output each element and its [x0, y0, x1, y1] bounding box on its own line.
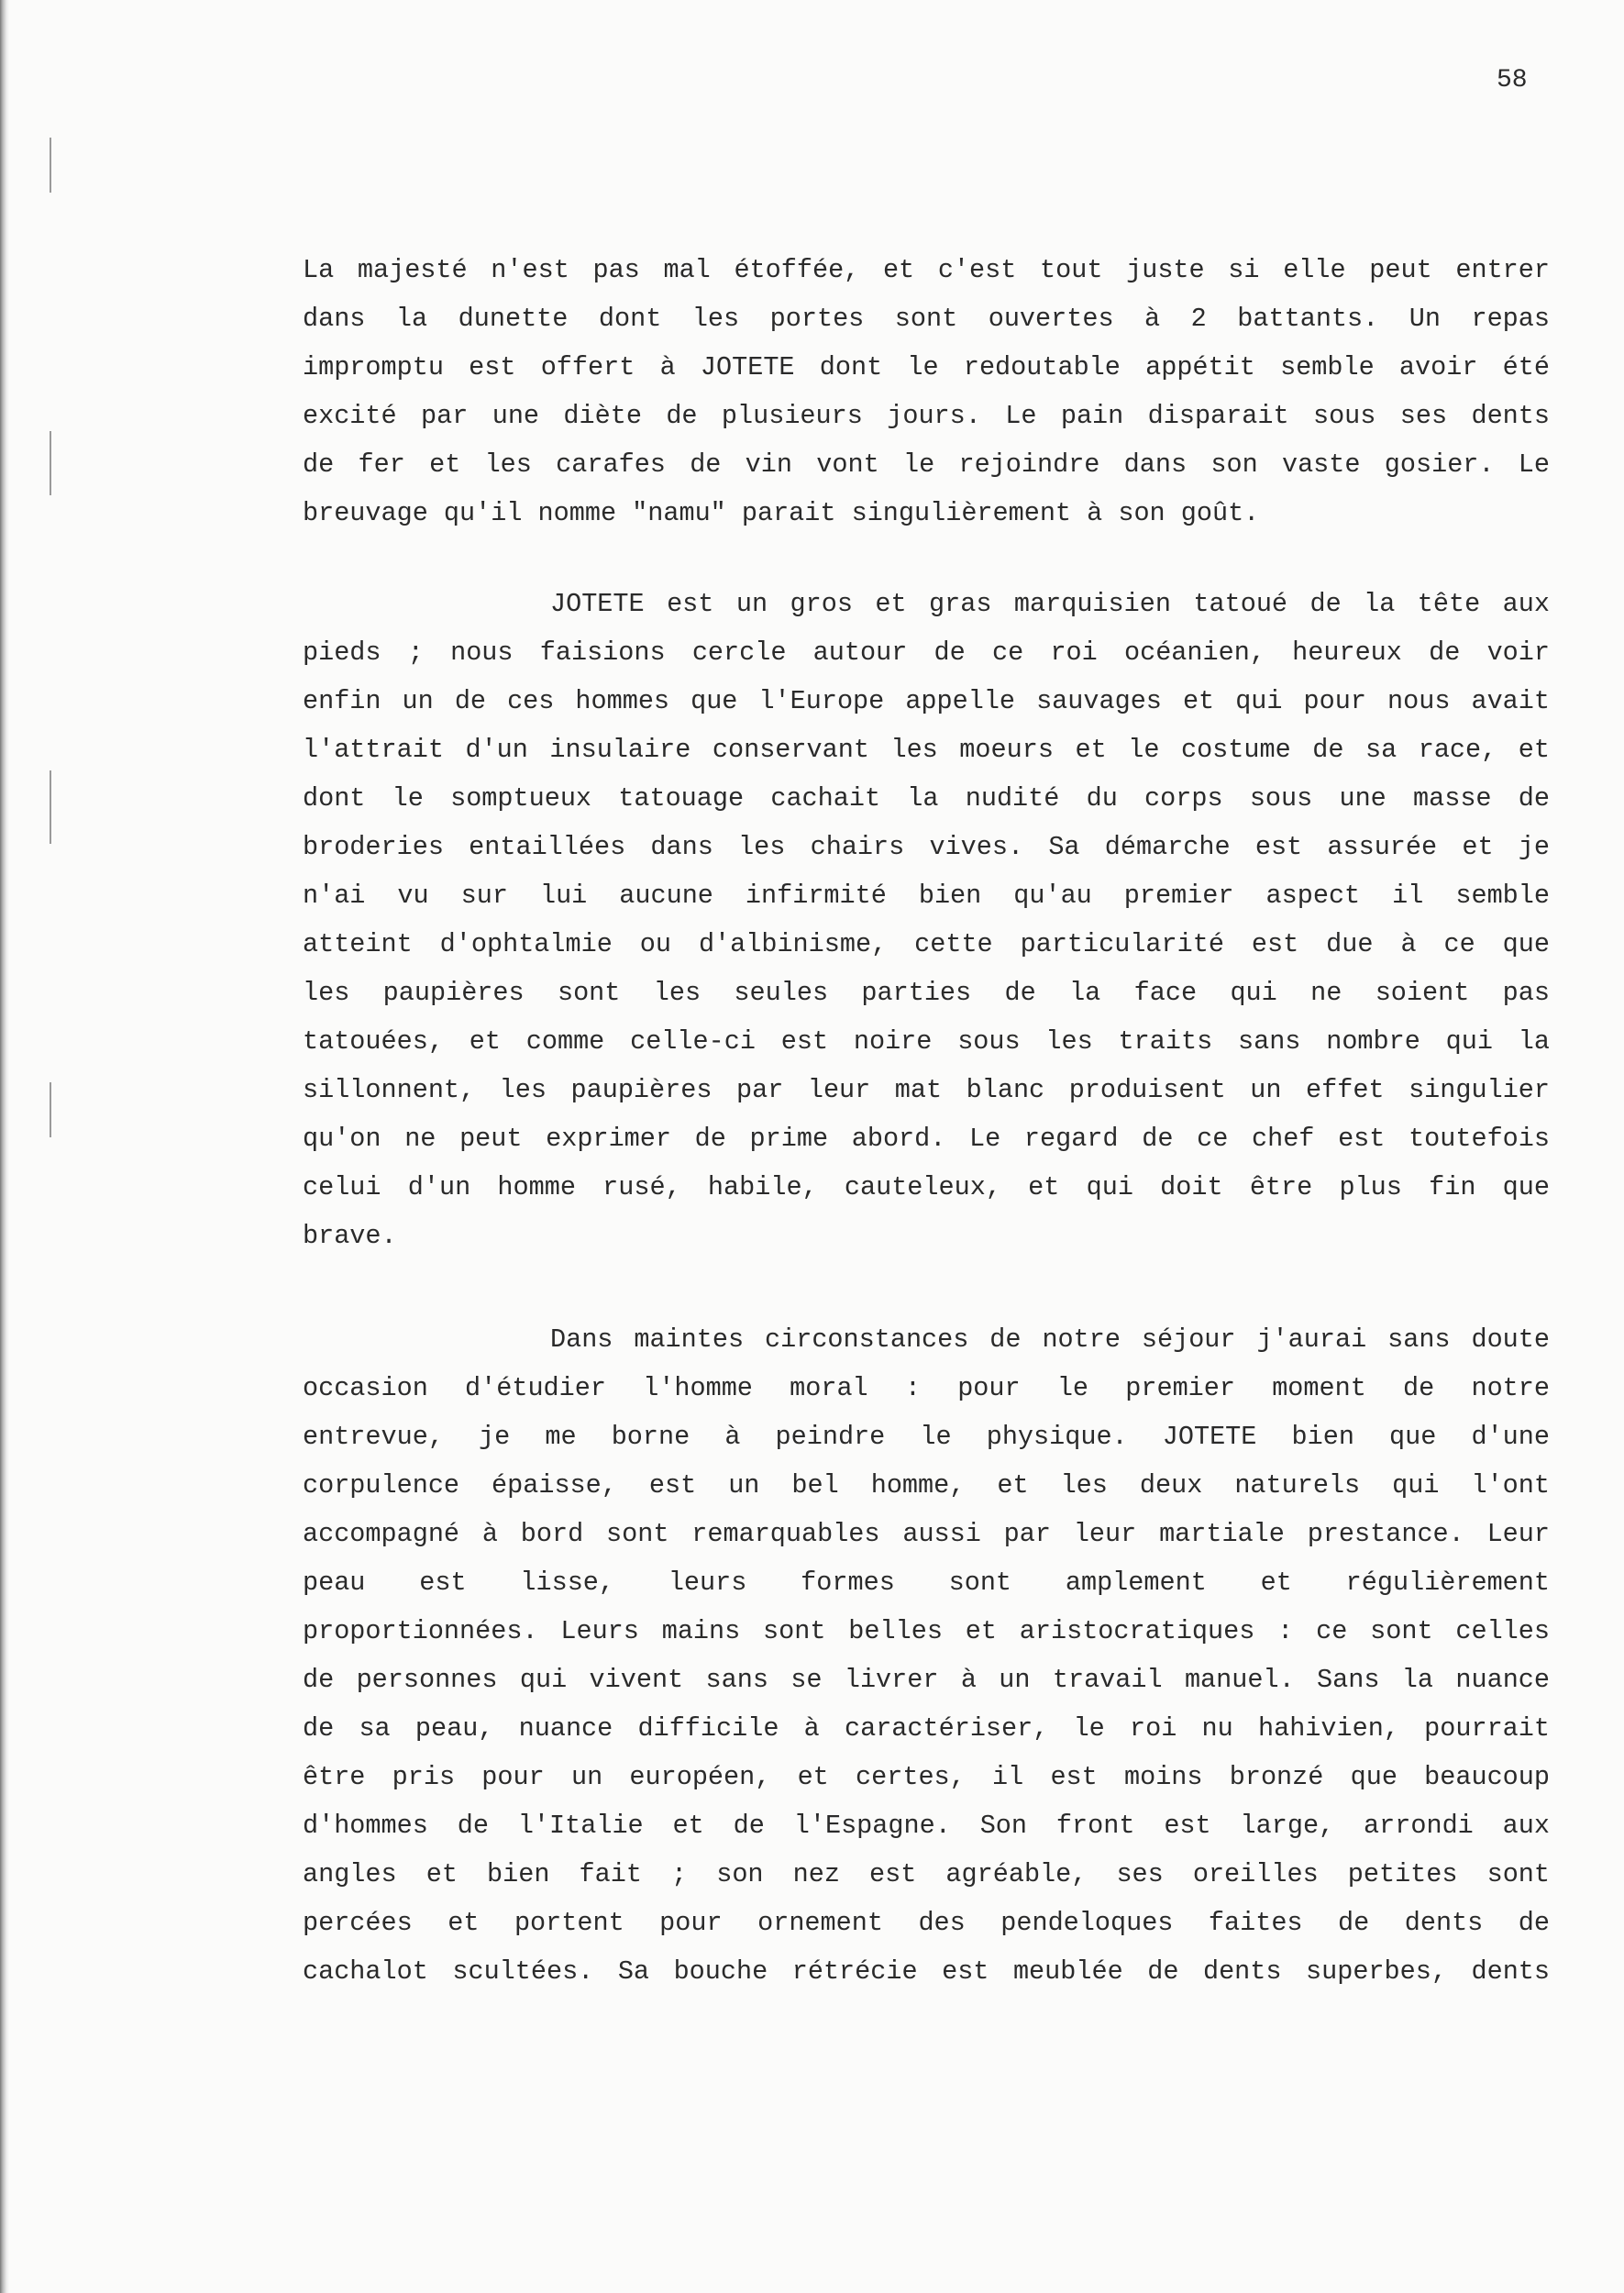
- text-line: corpulence épaisse, est un bel homme, et les deux naturels qui l'ont: [303, 1470, 1550, 1501]
- text-line: n'ai vu sur lui aucune infirmité bien qu'au premier aspect il semble: [303, 881, 1550, 911]
- text-line: accompagné à bord sont remarquables aussi par leur martiale prestance. Leur: [303, 1519, 1550, 1549]
- text-line: percées et portent pour ornement des pendeloques faites de dents de: [303, 1908, 1550, 1938]
- text-line: de fer et les carafes de vin vont le rejoindre dans son vaste gosier. Le: [303, 449, 1550, 480]
- text-line: d'hommes de l'Italie et de l'Espagne. Son front est large, arrondi aux: [303, 1811, 1550, 1841]
- text-line: tatouées, et comme celle-ci est noire sous les traits sans nombre qui la: [303, 1026, 1550, 1057]
- edge-mark: [50, 1082, 51, 1137]
- text-line: peau est lisse, leurs formes sont amplement et régulièrement: [303, 1567, 1550, 1598]
- edge-mark: [50, 770, 51, 844]
- text-line: brave.: [303, 1221, 397, 1251]
- text-line: angles et bien fait ; son nez est agréable, ses oreilles petites sont: [303, 1859, 1550, 1889]
- text-line: de sa peau, nuance difficile à caractériser, le roi nu hahivien, pourrait: [303, 1713, 1550, 1744]
- text-line: broderies entaillées dans les chairs vives. Sa démarche est assurée et je: [303, 832, 1550, 862]
- text-line: occasion d'étudier l'homme moral : pour le premier moment de notre: [303, 1373, 1550, 1403]
- paragraph-3: [303, 1315, 1550, 1996]
- text-line: excité par une diète de plusieurs jours. Le pain disparait sous ses dents: [303, 401, 1550, 431]
- binding-edge: [0, 0, 9, 2293]
- page-number: 58: [1497, 66, 1528, 94]
- text-line: impromptu est offert à JOTETE dont le redoutable appétit semble avoir été: [303, 352, 1550, 382]
- text-line: qu'on ne peut exprimer de prime abord. Le regard de ce chef est toutefois: [303, 1124, 1550, 1154]
- body-text: [303, 246, 1550, 1996]
- text-line: entrevue, je me borne à peindre le physique. JOTETE bien que d'une: [303, 1422, 1550, 1452]
- text-line: de personnes qui vivent sans se livrer à un travail manuel. Sans la nuance: [303, 1665, 1550, 1695]
- text-line: proportionnées. Leurs mains sont belles et aristocratiques : ce sont celles: [303, 1616, 1550, 1646]
- text-line: celui d'un homme rusé, habile, cauteleux, et qui doit être plus fin que: [303, 1172, 1550, 1202]
- edge-mark: [50, 431, 51, 495]
- paragraph-2: [303, 580, 1550, 1260]
- text-line: pieds ; nous faisions cercle autour de ce roi océanien, heureux de voir: [303, 637, 1550, 668]
- text-line: breuvage qu'il nomme "namu" parait singulièrement à son goût.: [303, 498, 1260, 528]
- edge-mark: [50, 138, 51, 193]
- text-line: les paupières sont les seules parties de la face qui ne soient pas: [303, 978, 1550, 1008]
- text-line: sillonnent, les paupières par leur mat blanc produisent un effet singulier: [303, 1075, 1550, 1105]
- text-line: dont le somptueux tatouage cachait la nudité du corps sous une masse de: [303, 783, 1550, 814]
- text-line: Dans maintes circonstances de notre séjour j'aurai sans doute: [550, 1324, 1550, 1355]
- text-line: être pris pour un européen, et certes, il est moins bronzé que beaucoup: [303, 1762, 1550, 1792]
- paragraph-1: [303, 246, 1550, 537]
- text-line: La majesté n'est pas mal étoffée, et c'est tout juste si elle peut entrer: [303, 255, 1550, 285]
- text-line: dans la dunette dont les portes sont ouvertes à 2 battants. Un repas: [303, 304, 1550, 334]
- text-line: enfin un de ces hommes que l'Europe appelle sauvages et qui pour nous avait: [303, 686, 1550, 716]
- text-line: JOTETE est un gros et gras marquisien tatoué de la tête aux: [550, 589, 1550, 619]
- text-line: cachalot scultées. Sa bouche rétrécie est meublée de dents superbes, dents: [303, 1956, 1550, 1987]
- text-line: l'attrait d'un insulaire conservant les moeurs et le costume de sa race, et: [303, 735, 1550, 765]
- text-line: atteint d'ophtalmie ou d'albinisme, cette particularité est due à ce que: [303, 929, 1550, 959]
